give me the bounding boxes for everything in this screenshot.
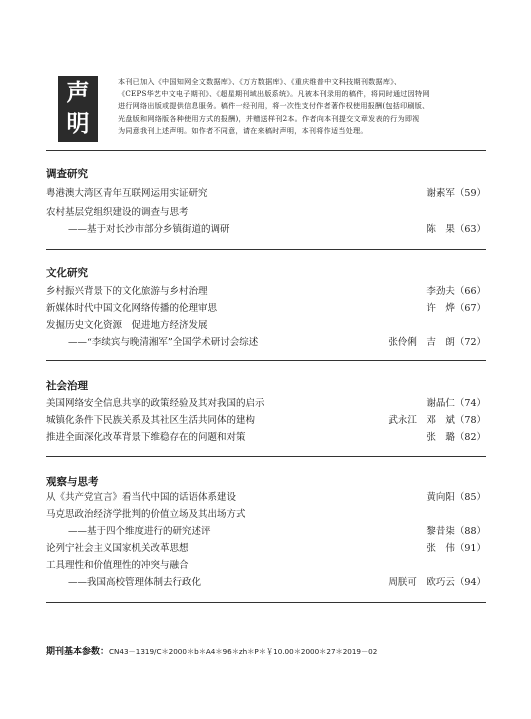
divider [46,602,486,603]
article-title: 发掘历史文化资源 促进地方经济发展 [46,320,208,331]
toc-entry[interactable] [46,559,486,573]
notice-title-box [58,76,98,142]
toc-entry[interactable] [46,397,486,411]
article-author-page: 黄向阳（85） [426,492,486,503]
article-author-page: 黎昔柒（88） [426,526,486,537]
article-subtitle: ——“李续宾与晚清湘军”全国学术研讨会综述 [68,337,259,348]
notice-line: 为同意我刊上述声明。如作者不同意，请在来稿时声明，本刊将作适当处理。 [118,125,368,135]
toc-entry[interactable] [46,508,486,522]
article-title: 乡村振兴背景下的文化旅游与乡村治理 [46,286,208,297]
notice-line: 光盘版和网络版各种使用方式的报酬)，并赠送样刊2本。作者向本刊提交文章发表的行为即视 [118,113,420,123]
toc-entry[interactable] [46,285,486,299]
divider [46,150,486,151]
article-subtitle: ——我国高校管理体制去行政化 [68,577,202,588]
toc-entry[interactable] [46,187,486,201]
toc-entry-subtitle[interactable] [46,576,486,590]
toc-entry[interactable] [46,491,486,505]
toc-entry[interactable] [46,206,486,220]
copyright-notice [46,66,486,148]
notice-line: 本刊已加入《中国知网全文数据库》、《万方数据库》、《重庆维普中文科技期刊数据库》、 [118,77,402,86]
notice-title-char-2: 明 [66,111,90,137]
article-title: 马克思政治经济学批判的价值立场及其出场方式 [46,509,246,520]
article-subtitle: ——基于对长沙市部分乡镇街道的调研 [68,224,230,235]
parameters-value: CN43－1319/C＊2000＊b＊A4＊96＊zh＊P＊￥10.00＊2000＊27＊2019－02 [109,647,378,656]
notice-title-char-1: 声 [66,80,90,106]
section-title: 观察与思考 [46,476,99,488]
article-author-page: 张 璐（82） [426,432,486,443]
toc-entry[interactable] [46,319,486,333]
notice-text [118,76,486,137]
toc-entry[interactable] [46,542,486,556]
article-title: 论列宁社会主义国家机关改革思想 [46,543,189,554]
article-author-page: 武永江 邓 斌（78） [388,415,486,426]
section-title: 调查研究 [46,168,88,180]
article-title: 推进全面深化改革背景下维稳存在的问题和对策 [46,432,246,443]
parameters-label: 期刊基本参数： [46,647,110,657]
article-subtitle: ——基于四个维度进行的研究述评 [68,526,211,537]
article-author-page: 许 烨（67） [426,303,486,314]
article-author-page: 张 伟（91） [426,543,486,554]
article-title: 城镇化条件下民族关系及其社区生活共同体的建构 [46,415,256,426]
section-title: 社会治理 [46,380,88,392]
article-author-page: 谢素军（59） [426,188,486,199]
article-title: 工具理性和价值理性的冲突与融合 [46,560,189,571]
article-title: 新媒体时代中国文化网络传播的伦理审思 [46,303,218,314]
toc-entry-subtitle[interactable] [46,223,486,237]
toc-entry-subtitle[interactable] [46,336,486,350]
notice-line: 进行网络出版或提供信息服务。稿件一经刊用，将一次性支付作者著作权使用报酬(包括印刷版、 [118,101,430,111]
divider [46,249,486,250]
article-author-page: 李劲夫（66） [426,286,486,297]
toc-entry-subtitle[interactable] [46,525,486,539]
divider [46,456,486,457]
article-title: 从《共产党宣言》看当代中国的话语体系建设 [46,492,237,503]
article-title: 美国网络安全信息共享的政策经验及其对我国的启示 [46,398,265,409]
toc-entry[interactable] [46,414,486,428]
toc-entry[interactable] [46,431,486,445]
toc-entry[interactable] [46,302,486,316]
article-author-page: 谢晶仁（74） [426,398,486,409]
article-author-page: 张伶俐 吉 朗（72） [388,337,486,348]
article-author-page: 周朕可 欧巧云（94） [388,577,486,588]
article-author-page: 陈 果（63） [426,224,486,235]
article-title: 农村基层党组织建设的调查与思考 [46,207,189,218]
divider [46,360,486,361]
notice-line: 《CEPS华艺中文电子期刊》、《超星期刊域出版系统》。凡被本刊录用的稿件，将同时通过因特网 [118,89,430,99]
article-title: 粤港澳大湾区青年互联网运用实证研究 [46,188,208,199]
journal-parameters [46,644,486,657]
section-title: 文化研究 [46,267,88,279]
